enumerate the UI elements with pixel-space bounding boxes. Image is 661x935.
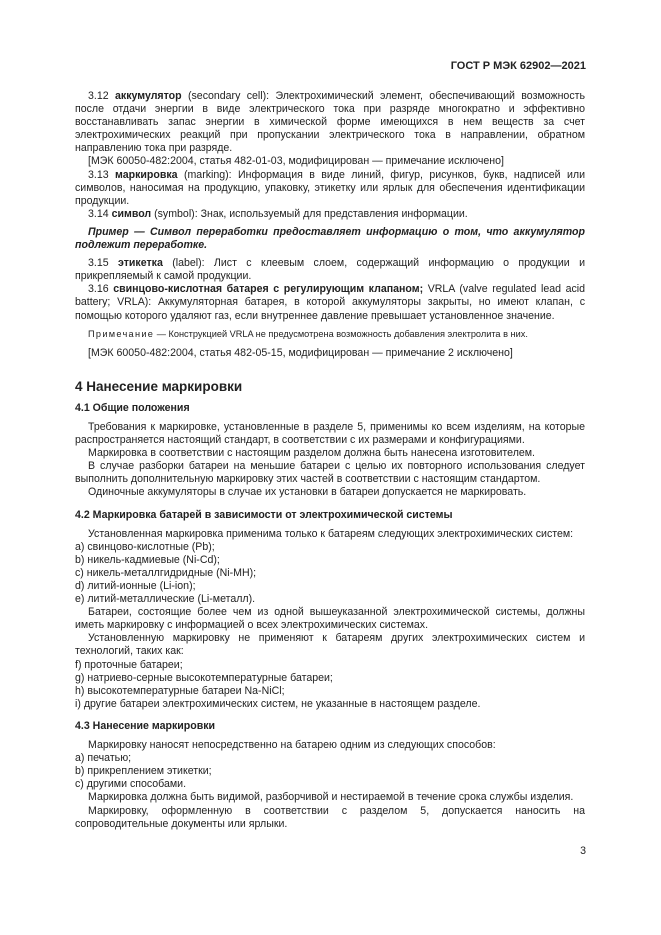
- paragraph: Одиночные аккумуляторы в случае их установки в батареи допускается не маркировать.: [88, 486, 527, 499]
- paragraph: Батареи, состоящие более чем из одной вышеуказанной электрохимической системы, должны иметь маркировку с информацией о всех электрохимических системах.: [75, 606, 585, 632]
- document-header: ГОСТ Р МЭК 62902—2021: [450, 60, 586, 72]
- ref-3-16: [МЭК 60050-482:2004, статья 482-05-15, модифицирован — примечание 2 исключено]: [88, 346, 513, 359]
- term-3-15: 3.15 этикетка (label): Лист с клеевым слоем, содержащий информацию о продукции и прикрепляемый к самой продукции.: [75, 257, 585, 283]
- list-item: a) свинцово-кислотные (Pb);: [75, 540, 215, 553]
- section-4-2-title: 4.2 Маркировка батарей в зависимости от электрохимической системы: [75, 508, 453, 521]
- term-3-14: 3.14 символ (symbol): Знак, используемый для представления информации.: [88, 207, 468, 220]
- ref-3-12: [МЭК 60050-482:2004, статья 482-01-03, модифицирован — примечание исключено]: [88, 155, 504, 168]
- section-4-title: 4 Нанесение маркировки: [75, 378, 243, 394]
- note-text: Примечание — Конструкцией VRLA не предусмотрена возможность добавления электролита в них.: [88, 328, 528, 339]
- list-item: e) литий-металлические (Li-металл).: [75, 593, 256, 606]
- paragraph: Маркировка в соответствии с настоящим разделом должна быть нанесена изготовителем.: [88, 447, 536, 460]
- list-item: i) другие батареи электрохимических систем, не указанные в настоящем разделе.: [75, 697, 481, 710]
- list-item: g) натриево-серные высокотемпературные батареи;: [75, 671, 333, 684]
- list-item: b) прикреплением этикетки;: [75, 765, 212, 778]
- term-3-16: 3.16 свинцово-кислотная батарея с регулирующим клапаном; VRLA (valve regulated lead acid battery; VRLA): Аккумуляторная батарея, в которой аккумуляторы закрыты, но имеют клапан, с помощью которого удаляют газ, если внутреннее давление превышает установленное значение.: [75, 283, 586, 322]
- list-item: c) другими способами.: [75, 778, 187, 791]
- term-3-12: 3.12 аккумулятор (secondary cell): Электрохимический элемент, обеспечивающий возможность после отдачи энергии в виде электрического тока при разряде многократно и эффективно восстанавливать запас энергии в химической форме имеющихся в нем веществ за счет электрохимических реакций при пропускании электрического тока в направлении, обратном направлению тока при разряде.: [75, 90, 585, 155]
- list-item: c) никель-металлгидридные (Ni-MH);: [75, 566, 257, 579]
- page-number: 3: [580, 845, 586, 857]
- list-item: f) проточные батареи;: [75, 658, 183, 671]
- paragraph: Требования к маркировке, установленные в разделе 5, применимы ко всем изделиям, на которые распространяется настоящий стандарт, в соответствии с их размерами и конфигурациями.: [75, 420, 585, 447]
- paragraph: Установленная маркировка применима только к батареям следующих электрохимических систем:: [88, 527, 574, 540]
- paragraph: Маркировку, оформленную в соответствии с разделом 5, допускается наносить на сопроводительные документы или ярлыки.: [75, 804, 585, 830]
- paragraph: Маркировку наносят непосредственно на батарею одним из следующих способов:: [88, 739, 496, 752]
- paragraph: Маркировка должна быть видимой, разборчивой и нестираемой в течение срока службы изделия.: [88, 791, 574, 804]
- paragraph: Установленную маркировку не применяют к батареям других электрохимических систем и технологий, таких как:: [75, 632, 585, 658]
- list-item: b) никель-кадмиевые (Ni-Cd);: [75, 553, 220, 566]
- page-content: [75, 90, 585, 831]
- section-4-1-title: 4.1 Общие положения: [75, 401, 190, 414]
- list-item: d) литий-ионные (Li-ion);: [75, 580, 196, 592]
- example-text: Пример — Символ переработки предоставляет информацию о том, что аккумулятор подлежит переработке.: [75, 225, 585, 252]
- list-item: h) высокотемпературные батареи Na-NiCl;: [75, 684, 285, 697]
- section-4-3-title: 4.3 Нанесение маркировки: [75, 719, 216, 732]
- paragraph: В случае разборки батареи на меньшие батареи с целью их повторного использования следует выполнить дополнительную маркировку этих частей в соответствии с настоящим стандартом.: [75, 460, 585, 486]
- term-3-13: 3.13 маркировка (marking): Информация в виде линий, фигур, рисунков, букв, надписей или символов, наносимая на продукцию, упаковку, этикетку или ярлык для обеспечения идентификации продукции.: [75, 168, 586, 207]
- list-item: a) печатью;: [75, 752, 132, 765]
